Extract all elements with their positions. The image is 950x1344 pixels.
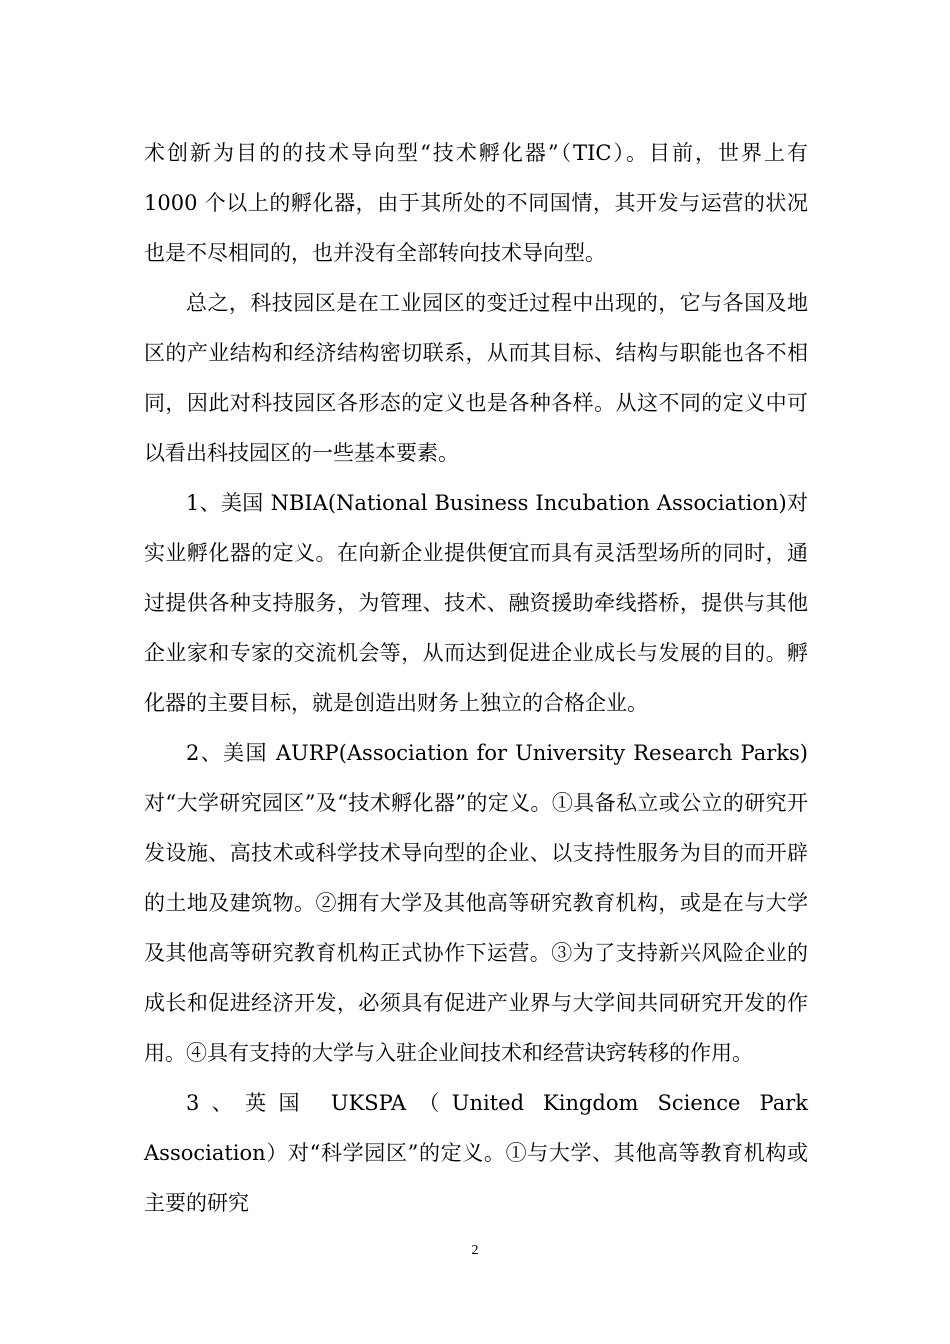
paragraph-summary: 总之，科技园区是在工业园区的变迁过程中出现的，它与各国及地区的产业结构和经济结构密切联系，从而其目标、结构与职能也各不相同，因此对科技园区各形态的定义也是各种各样。从这不同的定义中可以看出科技园区的一些基本要素。	[144, 291, 808, 465]
paragraph-aurp-definition: 2、美国 AURP(Association for University Research Parks)对“大学研究园区”及“技术孵化器”的定义。①具备私立或公立的研究开发设施、高技术或科学技术导向型的企业、以支持性服务为目的而开辟的土地及建筑物。②拥有大学及其他高等研究教育机构，或是在与大学及其他高等研究教育机构正式协作下运营。③为了支持新兴风险企业的成长和促进经济开发，必须具有促进产业界与大学间共同研究开发的作用。④具有支持的大学与入驻企业间技术和经营诀窍转移的作用。	[144, 741, 808, 1065]
paragraph-ukspa-definition: 3、英国 UKSPA（United Kingdom Science Park Association）对“科学园区”的定义。①与大学、其他高等教育机构或主要的研究	[144, 1091, 808, 1215]
body-text	[144, 128, 808, 1228]
paragraph-nbia-definition: 1、美国 NBIA(National Business Incubation Association)对实业孵化器的定义。在向新企业提供便宜而具有灵活型场所的同时，通过提供各种支持服务，为管理、技术、融资援助牵线搭桥，提供与其他企业家和专家的交流机会等，从而达到促进企业成长与发展的目的。孵化器的主要目标，就是创造出财务上独立的合格企业。	[144, 491, 808, 715]
page-number: 2	[471, 1243, 479, 1258]
paragraph-continuation: 术创新为目的的技术导向型“技术孵化器”（TIC）。目前，世界上有 1000 个以上的孵化器，由于其所处的不同国情，其开发与运营的状况也是不尽相同的，也并没有全部转向技术导向型。	[144, 141, 808, 265]
